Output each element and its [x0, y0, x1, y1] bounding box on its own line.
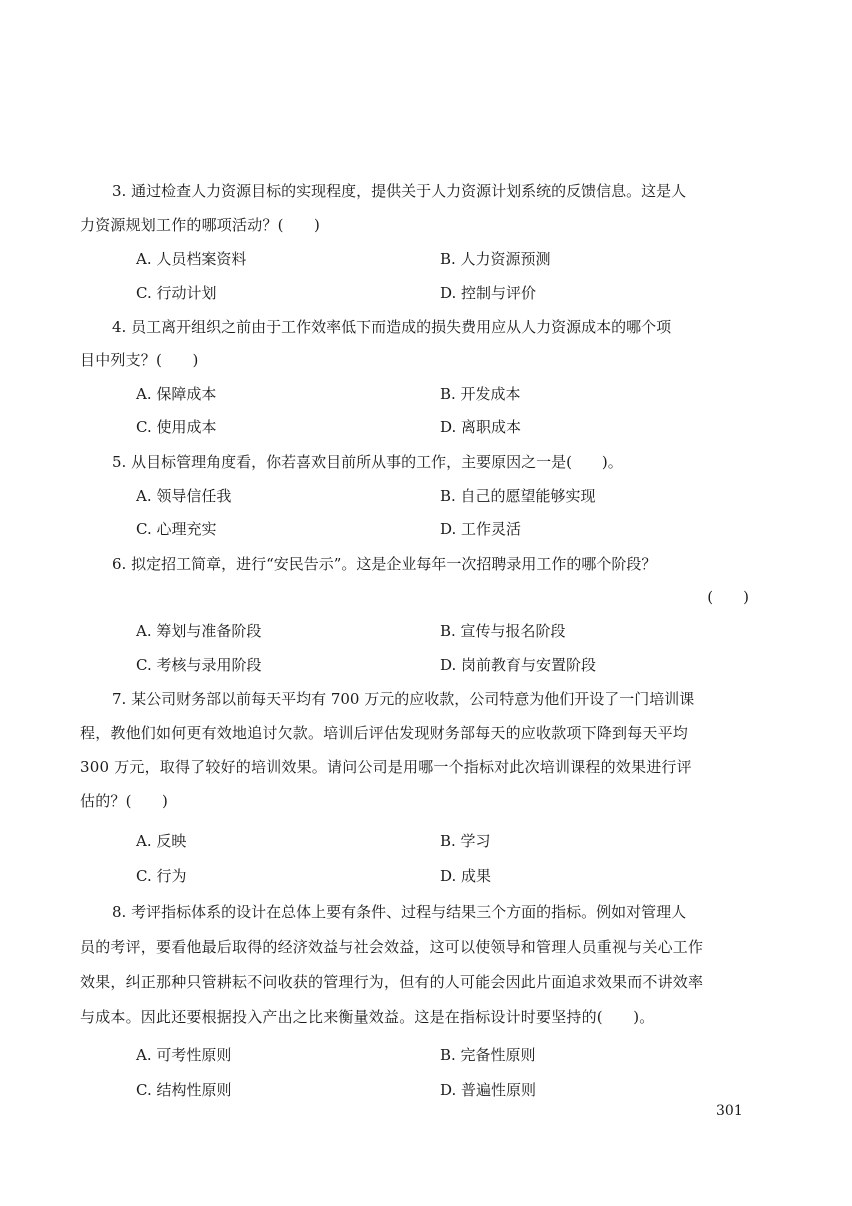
option-7b: B. 学习: [440, 832, 491, 850]
option-8d: D. 普遍性原则: [440, 1081, 537, 1099]
question-7-line-3: 300 万元，取得了较好的培训效果。请问公司是用哪一个指标对此次培训课程的效果进行评: [80, 758, 692, 776]
option-3d: D. 控制与评价: [440, 284, 537, 302]
option-5d: D. 工作灵活: [440, 520, 522, 538]
question-4-line-2: 目中列支？( ): [80, 351, 199, 369]
option-5c: C. 心理充实: [136, 520, 217, 538]
option-4a: A. 保障成本: [136, 385, 217, 403]
question-6-answer-paren: ( ): [707, 588, 749, 606]
question-6-line-1: 6. 拟定招工简章，进行“安民告示”。这是企业每年一次招聘录用工作的哪个阶段？: [112, 555, 657, 573]
option-5b: B. 自己的愿望能够实现: [440, 487, 596, 505]
question-4-line-1: 4. 员工离开组织之前由于工作效率低下而造成的损失费用应从人力资源成本的哪个项: [112, 318, 672, 336]
question-7-line-4: 估的？( ): [80, 792, 169, 810]
question-3-line-2: 力资源规划工作的哪项活动？( ): [80, 216, 321, 234]
option-3b: B. 人力资源预测: [440, 250, 551, 268]
option-7a: A. 反映: [136, 832, 187, 850]
option-4d: D. 离职成本: [440, 418, 522, 436]
question-8-line-4: 与成本。因此还要根据投入产出之比来衡量效益。这是在指标设计时要坚持的( )。: [80, 1008, 655, 1026]
question-3-line-1: 3. 通过检查人力资源目标的实现程度，提供关于人力资源计划系统的反馈信息。这是人: [112, 182, 687, 200]
option-5a: A. 领导信任我: [136, 487, 232, 505]
option-3c: C. 行动计划: [136, 284, 217, 302]
option-4c: C. 使用成本: [136, 418, 217, 436]
option-6a: A. 筹划与准备阶段: [136, 622, 262, 640]
option-6c: C. 考核与录用阶段: [136, 656, 262, 674]
question-7-line-1: 7. 某公司财务部以前每天平均有 700 万元的应收款，公司特意为他们开设了一门培训课: [112, 690, 695, 708]
question-7-line-2: 程，教他们如何更有效地追讨欠款。培训后评估发现财务部每天的应收款项下降到每天平均: [80, 724, 689, 742]
option-3a: A. 人员档案资料: [136, 250, 247, 268]
option-8b: B. 完备性原则: [440, 1046, 536, 1064]
option-6b: B. 宣传与报名阶段: [440, 622, 566, 640]
option-7c: C. 行为: [136, 867, 187, 885]
page-number: 301: [716, 1103, 743, 1119]
question-5-line-1: 5. 从目标管理角度看，你若喜欢目前所从事的工作，主要原因之一是( )。: [112, 453, 623, 471]
option-8a: A. 可考性原则: [136, 1046, 232, 1064]
option-7d: D. 成果: [440, 867, 492, 885]
option-4b: B. 开发成本: [440, 385, 521, 403]
option-8c: C. 结构性原则: [136, 1081, 232, 1099]
question-8-line-1: 8. 考评指标体系的设计在总体上要有条件、过程与结果三个方面的指标。例如对管理人: [112, 903, 687, 921]
option-6d: D. 岗前教育与安置阶段: [440, 656, 597, 674]
question-8-line-2: 员的考评，要看他最后取得的经济效益与社会效益，这可以使领导和管理人员重视与关心工作: [80, 938, 704, 956]
question-8-line-3: 效果，纠正那种只管耕耘不问收获的管理行为，但有的人可能会因此片面追求效果而不讲效率: [80, 973, 704, 991]
